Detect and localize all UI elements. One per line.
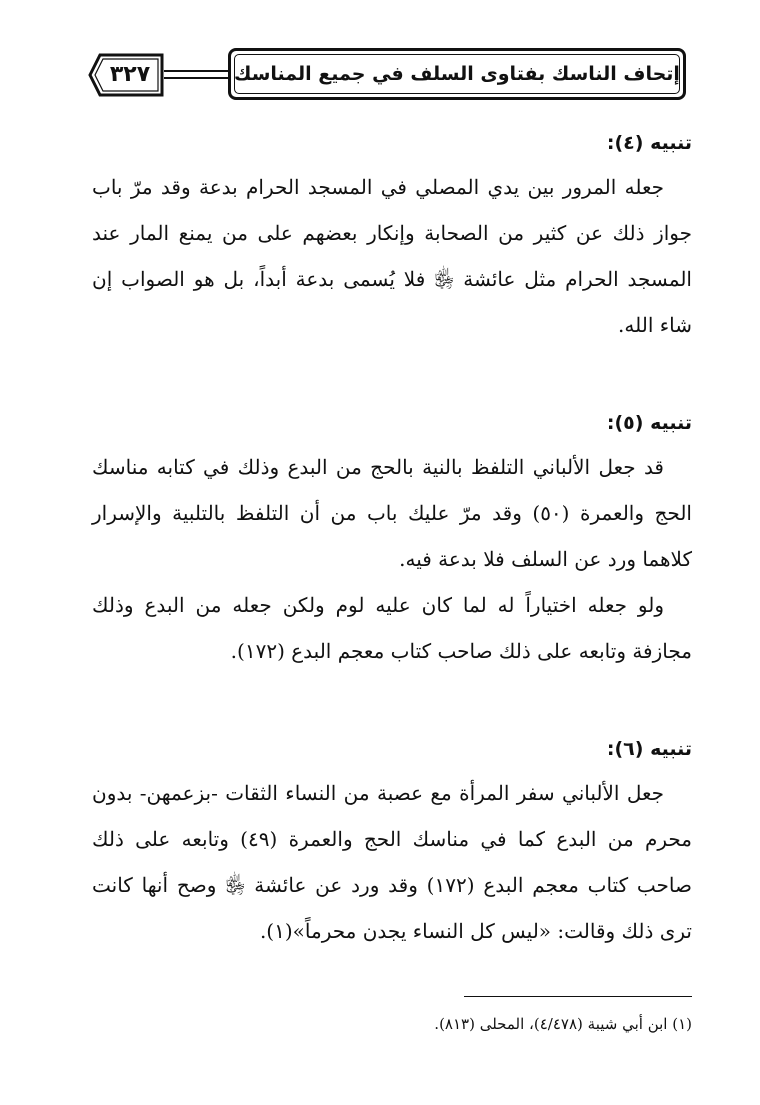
page-number-frame <box>88 53 164 97</box>
page-header <box>88 48 690 104</box>
header-rule-bottom <box>164 77 228 79</box>
section-heading: تنبيه (٥): <box>606 412 692 434</box>
section-heading: تنبيه (٤): <box>606 132 692 154</box>
header-rule-top <box>164 70 228 72</box>
footnote-separator <box>464 996 692 997</box>
footnote: (١) ابن أبي شيبة (٤/٤٧٨)، المحلى (٨١٣). <box>434 1015 692 1033</box>
section-heading: تنبيه (٦): <box>606 738 692 760</box>
running-title-frame <box>228 48 686 100</box>
running-title: إتحاف الناسك بفتاوى السلف في جميع المناسك <box>234 63 680 85</box>
paragraph: جعله المرور بين يدي المصلي في المسجد الحرام بدعة وقد مرّ باب جواز ذلك عن كثير من الصحابة وإنكار بعضهم على من يمنع المار عند المسجد الحرام مثل عائشة ﵂ فلا يُسمى بدعة أبداً، بل هو الصواب إن شاء الله. <box>92 175 692 337</box>
page-number: ٣٢٧ <box>109 62 151 87</box>
section-note-5 <box>92 408 692 674</box>
section-note-6 <box>92 734 692 954</box>
section-note-4 <box>92 128 692 348</box>
paragraph: قد جعل الألباني التلفظ بالنية بالحج من البدع وذلك في كتابه مناسك الحج والعمرة (٥٠) وقد مرّ عليك باب من أن التلفظ بالتلبية والإسرار كلاهما ورد عن السلف فلا بدعة فيه. <box>92 455 692 571</box>
paragraph: جعل الألباني سفر المرأة مع عصبة من النساء الثقات -بزعمهن- بدون محرم من البدع كما في مناسك الحج والعمرة (٤٩) وتابعه على ذلك صاحب كتاب معجم البدع (١٧٢) وقد ورد عن عائشة ﵂ وصح أنها كانت ترى ذلك وقالت: «ليس كل النساء يجدن محرماً»(١). <box>92 781 693 943</box>
paragraph: ولو جعله اختياراً له لما كان عليه لوم ولكن جعله من البدع وذلك مجازفة وتابعه على ذلك صاحب كتاب معجم البدع (١٧٢). <box>92 593 692 663</box>
